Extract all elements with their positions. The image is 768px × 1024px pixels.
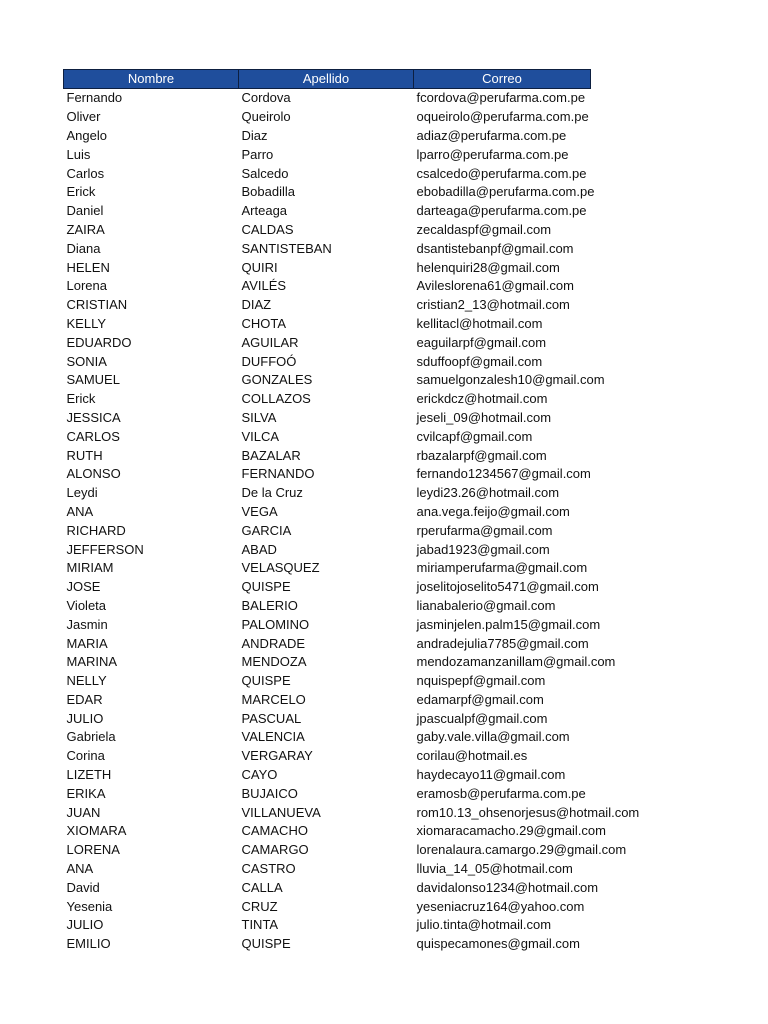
correo-cell: cvilcapf@gmail.com bbox=[416, 428, 533, 444]
correo-cell: rperufarma@gmail.com bbox=[416, 522, 553, 538]
correo-cell: Avileslorena61@gmail.com bbox=[416, 278, 574, 294]
correo-cell: darteaga@perufarma.com.pe bbox=[416, 203, 587, 219]
table-row bbox=[64, 127, 591, 146]
header-row bbox=[64, 70, 591, 89]
nombre-cell: MIRIAM bbox=[66, 560, 114, 576]
table-row bbox=[64, 653, 591, 672]
table-row bbox=[64, 747, 591, 766]
nombre-cell: Fernando bbox=[66, 90, 123, 106]
table-row bbox=[64, 578, 591, 597]
correo-cell: lluvia_14_05@hotmail.com bbox=[416, 861, 573, 877]
table-row bbox=[64, 597, 591, 616]
table-row bbox=[64, 484, 591, 503]
nombre-cell: Violeta bbox=[66, 597, 107, 613]
nombre-cell: KELLY bbox=[66, 315, 107, 331]
nombre-cell: Lorena bbox=[66, 278, 107, 294]
table-row bbox=[64, 315, 591, 334]
nombre-cell: JESSICA bbox=[66, 409, 121, 425]
table-row bbox=[64, 634, 591, 653]
table-row bbox=[64, 371, 591, 390]
nombre-cell: XIOMARA bbox=[66, 823, 127, 839]
table-row bbox=[64, 540, 591, 559]
nombre-cell: LORENA bbox=[66, 842, 120, 858]
column-header-nombre: Nombre bbox=[64, 70, 239, 89]
correo-cell: samuelgonzalesh10@gmail.com bbox=[416, 372, 605, 388]
correo-cell: nquispepf@gmail.com bbox=[416, 673, 546, 689]
nombre-cell: Gabriela bbox=[66, 729, 116, 745]
nombre-cell: EDAR bbox=[66, 691, 103, 707]
nombre-cell: Diana bbox=[66, 240, 101, 256]
nombre-cell: CRISTIAN bbox=[66, 297, 128, 313]
apellido-cell: VILCA bbox=[241, 428, 280, 444]
correo-cell: edamarpf@gmail.com bbox=[416, 691, 544, 707]
correo-cell: julio.tinta@hotmail.com bbox=[416, 917, 552, 933]
correo-cell: jasminjelen.palm15@gmail.com bbox=[416, 616, 601, 632]
apellido-cell: FERNANDO bbox=[241, 466, 315, 482]
apellido-cell: PALOMINO bbox=[241, 616, 310, 632]
nombre-cell: CARLOS bbox=[66, 428, 120, 444]
nombre-cell: MARIA bbox=[66, 635, 108, 651]
apellido-cell: VEGA bbox=[241, 503, 278, 519]
apellido-cell: COLLAZOS bbox=[241, 391, 311, 407]
correo-cell: fernando1234567@gmail.com bbox=[416, 466, 591, 482]
correo-cell: erickdcz@hotmail.com bbox=[416, 391, 548, 407]
table-row bbox=[64, 202, 591, 221]
nombre-cell: MARINA bbox=[66, 654, 118, 670]
apellido-cell: Arteaga bbox=[241, 203, 288, 219]
apellido-cell: Bobadilla bbox=[241, 184, 295, 200]
apellido-cell: CASTRO bbox=[241, 861, 296, 877]
correo-cell: lparro@perufarma.com.pe bbox=[416, 146, 569, 162]
correo-cell: yeseniacruz164@yahoo.com bbox=[416, 898, 585, 914]
table-row bbox=[64, 822, 591, 841]
correo-cell: zecaldaspf@gmail.com bbox=[416, 221, 552, 237]
nombre-cell: JEFFERSON bbox=[66, 541, 144, 557]
table-row bbox=[64, 878, 591, 897]
correo-cell: lorenalaura.camargo.29@gmail.com bbox=[416, 842, 627, 858]
table-row bbox=[64, 897, 591, 916]
apellido-cell: BALERIO bbox=[241, 597, 298, 613]
table-row bbox=[64, 164, 591, 183]
nombre-cell: Corina bbox=[66, 748, 105, 764]
table-row bbox=[64, 691, 591, 710]
apellido-cell: MENDOZA bbox=[241, 654, 307, 670]
correo-cell: ana.vega.feijo@gmail.com bbox=[416, 503, 570, 519]
correo-cell: jeseli_09@hotmail.com bbox=[416, 409, 552, 425]
nombre-cell: Angelo bbox=[66, 127, 107, 143]
apellido-cell: DUFFOÓ bbox=[241, 353, 297, 369]
apellido-cell: VELASQUEZ bbox=[241, 560, 320, 576]
table-row bbox=[64, 709, 591, 728]
apellido-cell: VALENCIA bbox=[241, 729, 305, 745]
correo-cell: miriamperufarma@gmail.com bbox=[416, 560, 588, 576]
apellido-cell: ANDRADE bbox=[241, 635, 306, 651]
correo-cell: xiomaracamacho.29@gmail.com bbox=[416, 823, 606, 839]
nombre-cell: JOSE bbox=[66, 579, 101, 595]
nombre-cell: LIZETH bbox=[66, 767, 112, 783]
correo-cell: leydi23.26@hotmail.com bbox=[416, 485, 560, 501]
apellido-cell: De la Cruz bbox=[241, 485, 303, 501]
correo-cell: davidalonso1234@hotmail.com bbox=[416, 879, 599, 895]
table-row bbox=[64, 409, 591, 428]
correo-cell: kellitacl@hotmail.com bbox=[416, 315, 543, 331]
column-header-correo: Correo bbox=[414, 70, 591, 89]
apellido-cell: CAMACHO bbox=[241, 823, 308, 839]
nombre-cell: Luis bbox=[66, 146, 91, 162]
table-row bbox=[64, 89, 591, 108]
table-row bbox=[64, 258, 591, 277]
correo-cell: andradejulia7785@gmail.com bbox=[416, 635, 589, 651]
table-body bbox=[64, 89, 640, 954]
apellido-cell: QUISPE bbox=[241, 936, 291, 952]
nombre-cell: Erick bbox=[66, 391, 96, 407]
nombre-cell: ANA bbox=[66, 861, 94, 877]
apellido-cell: Parro bbox=[241, 146, 274, 162]
nombre-cell: RICHARD bbox=[66, 522, 126, 538]
correo-cell: rbazalarpf@gmail.com bbox=[416, 447, 547, 463]
table-row bbox=[64, 803, 591, 822]
correo-cell: cristian2_13@hotmail.com bbox=[416, 297, 570, 313]
table-row bbox=[64, 766, 591, 785]
nombre-cell: Jasmin bbox=[66, 616, 108, 632]
apellido-cell: AVILÉS bbox=[241, 278, 287, 294]
correo-cell: sduffoopf@gmail.com bbox=[416, 353, 543, 369]
table-row bbox=[64, 296, 591, 315]
nombre-cell: Yesenia bbox=[66, 898, 113, 914]
nombre-cell: NELLY bbox=[66, 673, 107, 689]
nombre-cell: Oliver bbox=[66, 109, 101, 125]
apellido-cell: Diaz bbox=[241, 127, 268, 143]
apellido-cell: PASCUAL bbox=[241, 710, 302, 726]
correo-cell: lianabalerio@gmail.com bbox=[416, 597, 556, 613]
table-row bbox=[64, 145, 591, 164]
apellido-cell: MARCELO bbox=[241, 691, 306, 707]
apellido-cell: AGUILAR bbox=[241, 334, 299, 350]
apellido-cell: Salcedo bbox=[241, 165, 289, 181]
correo-cell: joselitojoselito5471@gmail.com bbox=[416, 579, 599, 595]
apellido-cell: CALLA bbox=[241, 879, 283, 895]
correo-cell: jpascualpf@gmail.com bbox=[416, 710, 548, 726]
table-row bbox=[64, 390, 591, 409]
nombre-cell: ZAIRA bbox=[66, 221, 105, 237]
nombre-cell: JULIO bbox=[66, 917, 104, 933]
correo-cell: quispecamones@gmail.com bbox=[416, 936, 580, 952]
table-row bbox=[64, 916, 591, 935]
nombre-cell: HELEN bbox=[66, 259, 110, 275]
apellido-cell: ABAD bbox=[241, 541, 277, 557]
apellido-cell: VERGARAY bbox=[241, 748, 313, 764]
correo-cell: dsantistebanpf@gmail.com bbox=[416, 240, 574, 256]
apellido-cell: TINTA bbox=[241, 917, 279, 933]
correo-cell: haydecayo11@gmail.com bbox=[416, 767, 566, 783]
correo-cell: oqueirolo@perufarma.com.pe bbox=[416, 109, 589, 125]
table-row bbox=[64, 935, 591, 954]
nombre-cell: Leydi bbox=[66, 485, 98, 501]
contacts-table bbox=[63, 69, 640, 954]
correo-cell: gaby.vale.villa@gmail.com bbox=[416, 729, 570, 745]
table-row bbox=[64, 333, 591, 352]
apellido-cell: CRUZ bbox=[241, 898, 278, 914]
nombre-cell: EDUARDO bbox=[66, 334, 132, 350]
apellido-cell: SANTISTEBAN bbox=[241, 240, 332, 256]
nombre-cell: JUAN bbox=[66, 804, 101, 820]
correo-cell: mendozamanzanillam@gmail.com bbox=[416, 654, 616, 670]
table-row bbox=[64, 860, 591, 879]
apellido-cell: QUISPE bbox=[241, 579, 291, 595]
table-row bbox=[64, 559, 591, 578]
apellido-cell: Cordova bbox=[241, 90, 291, 106]
column-header-apellido: Apellido bbox=[239, 70, 414, 89]
contacts-sheet bbox=[63, 69, 640, 954]
table-row bbox=[64, 352, 591, 371]
apellido-cell: BAZALAR bbox=[241, 447, 301, 463]
table-row bbox=[64, 503, 591, 522]
table-row bbox=[64, 108, 591, 127]
nombre-cell: Carlos bbox=[66, 165, 105, 181]
correo-cell: fcordova@perufarma.com.pe bbox=[416, 90, 586, 106]
correo-cell: eaguilarpf@gmail.com bbox=[416, 334, 547, 350]
apellido-cell: CAMARGO bbox=[241, 842, 309, 858]
nombre-cell: RUTH bbox=[66, 447, 103, 463]
table-row bbox=[64, 239, 591, 258]
table-row bbox=[64, 221, 591, 240]
apellido-cell: CAYO bbox=[241, 767, 278, 783]
table-row bbox=[64, 728, 591, 747]
correo-cell: eramosb@perufarma.com.pe bbox=[416, 785, 586, 801]
correo-cell: jabad1923@gmail.com bbox=[416, 541, 550, 557]
apellido-cell: CALDAS bbox=[241, 221, 294, 237]
table-row bbox=[64, 784, 591, 803]
correo-cell: ebobadilla@perufarma.com.pe bbox=[416, 184, 595, 200]
nombre-cell: ANA bbox=[66, 503, 94, 519]
nombre-cell: EMILIO bbox=[66, 936, 111, 952]
table-row bbox=[64, 277, 591, 296]
nombre-cell: ALONSO bbox=[66, 466, 121, 482]
correo-cell: rom10.13_ohsenorjesus@hotmail.com bbox=[416, 804, 640, 820]
nombre-cell: JULIO bbox=[66, 710, 104, 726]
apellido-cell: VILLANUEVA bbox=[241, 804, 321, 820]
table-row bbox=[64, 841, 591, 860]
apellido-cell: SILVA bbox=[241, 409, 277, 425]
table-row bbox=[64, 615, 591, 634]
nombre-cell: David bbox=[66, 879, 100, 895]
table-row bbox=[64, 672, 591, 691]
apellido-cell: CHOTA bbox=[241, 315, 287, 331]
apellido-cell: Queirolo bbox=[241, 109, 291, 125]
apellido-cell: DIAZ bbox=[241, 297, 272, 313]
nombre-cell: SONIA bbox=[66, 353, 107, 369]
nombre-cell: SAMUEL bbox=[66, 372, 120, 388]
table-row bbox=[64, 446, 591, 465]
correo-cell: csalcedo@perufarma.com.pe bbox=[416, 165, 587, 181]
apellido-cell: QUISPE bbox=[241, 673, 291, 689]
apellido-cell: GARCIA bbox=[241, 522, 292, 538]
table-row bbox=[64, 183, 591, 202]
table-row bbox=[64, 465, 591, 484]
correo-cell: adiaz@perufarma.com.pe bbox=[416, 127, 567, 143]
nombre-cell: Daniel bbox=[66, 203, 104, 219]
apellido-cell: QUIRI bbox=[241, 259, 278, 275]
table-row bbox=[64, 521, 591, 540]
table-row bbox=[64, 427, 591, 446]
apellido-cell: GONZALES bbox=[241, 372, 313, 388]
correo-cell: helenquiri28@gmail.com bbox=[416, 259, 560, 275]
nombre-cell: Erick bbox=[66, 184, 96, 200]
apellido-cell: BUJAICO bbox=[241, 785, 298, 801]
nombre-cell: ERIKA bbox=[66, 785, 106, 801]
correo-cell: corilau@hotmail.es bbox=[416, 748, 528, 764]
